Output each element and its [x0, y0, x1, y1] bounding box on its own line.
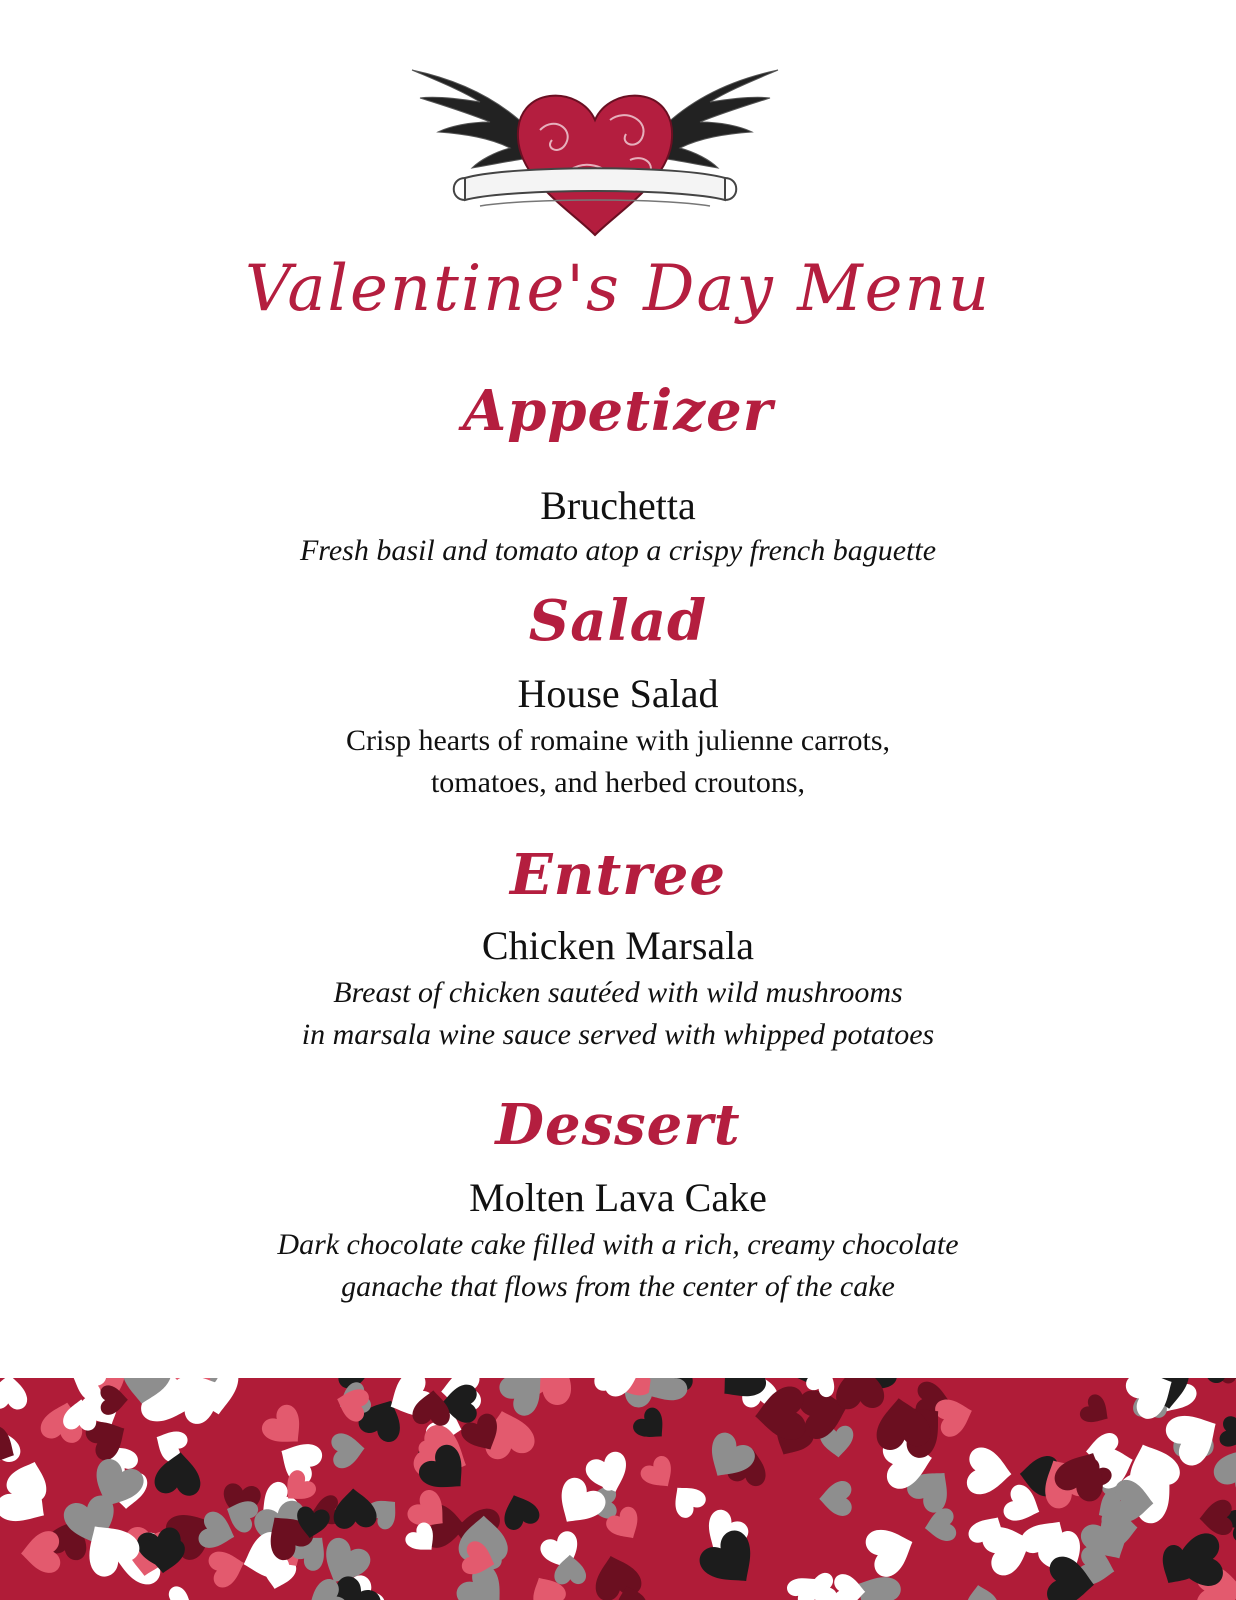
confetti-heart-icon [331, 1431, 367, 1469]
confetti-heart-icon [0, 1378, 28, 1410]
confetti-heart-icon [862, 1520, 921, 1581]
dish-name-dessert: Molten Lava Cake [469, 1175, 767, 1220]
course-heading-entree: Entree [509, 842, 727, 908]
confetti-heart-icon [966, 1446, 1014, 1497]
confetti-heart-icon [833, 1574, 865, 1600]
dish-name-salad: House Salad [517, 671, 719, 716]
dish-description-appetizer: Fresh basil and tomato atop a crispy french baguette [299, 534, 937, 567]
course-heading-salad: Salad [528, 588, 708, 654]
course-heading-dessert: Dessert [495, 1092, 741, 1158]
confetti-heart-icon [206, 1545, 248, 1589]
menu-title: Valentine's Day Menu [245, 252, 991, 326]
confetti-heart-icon [962, 1582, 999, 1600]
dish-name-entree: Chicken Marsala [481, 923, 755, 968]
course-heading-appetizer: Appetizer [462, 378, 774, 444]
confetti-heart-icon [1218, 1415, 1236, 1451]
confetti-heart-icon [922, 1507, 957, 1544]
confetti-heart-icon [159, 1584, 199, 1600]
confetti-heart-icon [665, 1477, 709, 1521]
dish-description-salad-line2: tomatoes, and herbed croutons, [430, 766, 806, 799]
hearts-confetti-pattern [0, 1378, 1236, 1600]
confetti-heart-icon [1169, 1532, 1225, 1591]
confetti-heart-icon [834, 1378, 884, 1410]
dish-description-dessert-line2: ganache that flows from the center of the cake [341, 1270, 895, 1303]
confetti-heart-icon [694, 1525, 767, 1597]
confetti-heart-icon [819, 1481, 852, 1516]
confetti-heart-icon [1077, 1392, 1115, 1431]
winged-heart-banner-icon [410, 60, 780, 240]
confetti-heart-icon [332, 1487, 378, 1530]
confetti-heart-icon [638, 1453, 681, 1496]
dish-description-entree-line1: Breast of chicken sautéed with wild mushrooms [333, 976, 903, 1009]
dish-name-appetizer: Bruchetta [540, 483, 696, 528]
confetti-heart-icon [630, 1404, 673, 1447]
confetti-heart-icon [153, 1450, 203, 1497]
confetti-heart-icon [497, 1489, 542, 1532]
dish-description-dessert-line1: Dark chocolate cake filled with a rich, creamy chocolate [277, 1228, 959, 1261]
dish-description-entree-line2: in marsala wine sauce served with whipped potatoes [301, 1018, 935, 1051]
dish-description-salad-line1: Crisp hearts of romaine with julienne carrots, [345, 724, 890, 757]
